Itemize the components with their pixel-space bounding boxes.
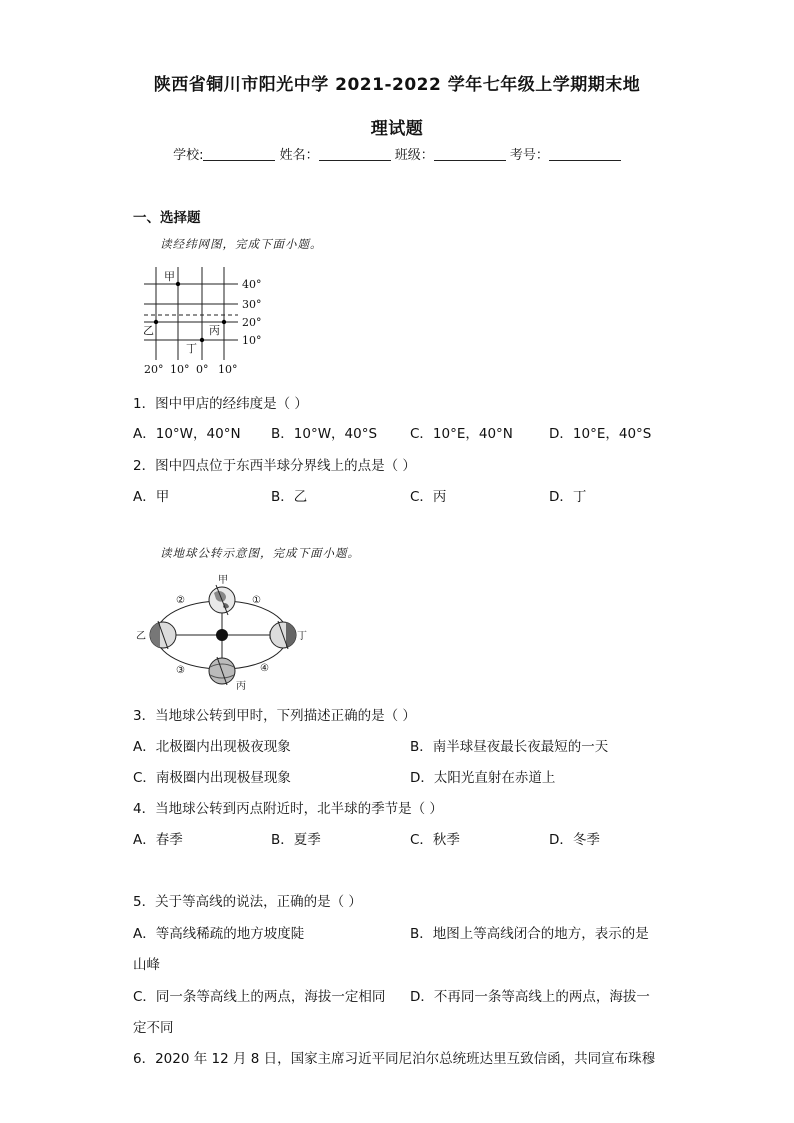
q2-option-b[interactable]: B．乙: [271, 489, 308, 505]
question-1-stem: 1．图中甲店的经纬度是（ ）: [133, 396, 308, 412]
lat-30-label: 30°: [242, 298, 262, 311]
class-label: 班级：: [394, 148, 434, 163]
group2-instruction: 读地球公转示意图，完成下面小题。: [160, 546, 360, 560]
school-blank: [203, 147, 275, 161]
q3-option-d[interactable]: D．太阳光直射在赤道上: [410, 770, 556, 786]
class-blank: [434, 147, 506, 161]
lon-20-label: 20°: [144, 363, 164, 376]
orbit-label-bing: 丙: [236, 681, 246, 692]
orbit-label-yi: 乙: [136, 631, 146, 642]
q3-option-c[interactable]: C．南极圈内出现极昼现象: [133, 770, 291, 786]
q4-option-a[interactable]: A．春季: [133, 832, 183, 848]
sun-icon: [216, 629, 228, 641]
section-heading: 一、选择题: [133, 210, 201, 226]
earth-yi-icon: [150, 621, 176, 649]
q1-option-b[interactable]: B．10°W，40°S: [271, 426, 378, 442]
q1-option-d[interactable]: D．10°E，40°S: [549, 426, 652, 442]
orbit-label-jia: 甲: [218, 575, 228, 586]
name-label: 姓名：: [279, 148, 319, 163]
group1-instruction: 读经纬网图，完成下面小题。: [160, 237, 323, 251]
label-ding: 丁: [186, 342, 197, 355]
question-4-stem: 4．当地球公转到丙点附近时，北半球的季节是（ ）: [133, 801, 443, 817]
orbit-label-3: ③: [176, 665, 185, 676]
question-6-stem: 6．2020 年 12 月 8 日，国家主席习近平同尼泊尔总统班达里互致信函，共同宣布珠穆: [133, 1051, 656, 1067]
point-yi: [154, 320, 158, 324]
q5-option-d[interactable]: D．不再同一条等高线上的两点，海拔一: [410, 989, 650, 1005]
orbit-label-2: ②: [176, 595, 185, 606]
question-2-stem: 2．图中四点位于东西半球分界线上的点是（ ）: [133, 458, 416, 474]
q1-option-a[interactable]: A．10°W，40°N: [133, 426, 241, 442]
q5-option-b-continued: 山峰: [133, 957, 160, 973]
lon-10-east-label: 10°: [218, 363, 238, 376]
lon-0-label: 0°: [196, 363, 209, 376]
student-info-line: [0, 144, 794, 163]
point-jia: [176, 282, 180, 286]
q2-option-d[interactable]: D．丁: [549, 489, 587, 505]
q5-option-a[interactable]: A．等高线稀疏的地方坡度陡: [133, 926, 305, 942]
q5-option-b[interactable]: B．地图上等高线闭合的地方，表示的是: [410, 926, 649, 942]
orbit-label-1: ①: [252, 595, 261, 606]
number-label: 考号：: [509, 148, 549, 163]
point-bing: [222, 320, 226, 324]
earth-bing-icon: [209, 657, 235, 685]
page-title: 陕西省铜川市阳光中学 2021-2022 学年七年级上学期期末地: [153, 75, 641, 95]
number-blank: [549, 147, 621, 161]
q4-option-b[interactable]: B．夏季: [271, 832, 321, 848]
name-blank: [319, 147, 391, 161]
label-jia: 甲: [164, 270, 175, 283]
earth-jia-icon: [209, 585, 235, 615]
q5-option-d-continued: 定不同: [133, 1020, 174, 1036]
q3-option-b[interactable]: B．南半球昼夜最长夜最短的一天: [410, 739, 609, 755]
orbit-label-ding: 丁: [297, 631, 307, 642]
q1-option-c[interactable]: C．10°E，40°N: [410, 426, 513, 442]
lat-20-label: 20°: [242, 316, 262, 329]
lon-10-west-label: 10°: [170, 363, 190, 376]
q2-option-c[interactable]: C．丙: [410, 489, 447, 505]
q4-option-c[interactable]: C．秋季: [410, 832, 460, 848]
lat-40-label: 40°: [242, 278, 262, 291]
question-5-stem: 5．关于等高线的说法，正确的是（ ）: [133, 894, 362, 910]
question-3-stem: 3．当地球公转到甲时，下列描述正确的是（ ）: [133, 708, 416, 724]
q4-option-d[interactable]: D．冬季: [549, 832, 600, 848]
lat-10-label: 10°: [242, 334, 262, 347]
q2-option-a[interactable]: A．甲: [133, 489, 170, 505]
earth-ding-icon: [270, 621, 296, 649]
school-label: 学校:: [173, 148, 204, 163]
point-ding: [200, 338, 204, 342]
earth-orbit-figure: [134, 573, 314, 695]
label-yi: 乙: [143, 324, 154, 337]
label-bing: 丙: [209, 324, 220, 337]
orbit-label-4: ④: [260, 663, 269, 674]
lat-long-grid-figure: [136, 262, 276, 378]
page-title-continued: 理试题: [370, 119, 424, 139]
q5-option-c[interactable]: C．同一条等高线上的两点，海拔一定相同: [133, 989, 386, 1005]
q3-option-a[interactable]: A．北极圈内出现极夜现象: [133, 739, 291, 755]
